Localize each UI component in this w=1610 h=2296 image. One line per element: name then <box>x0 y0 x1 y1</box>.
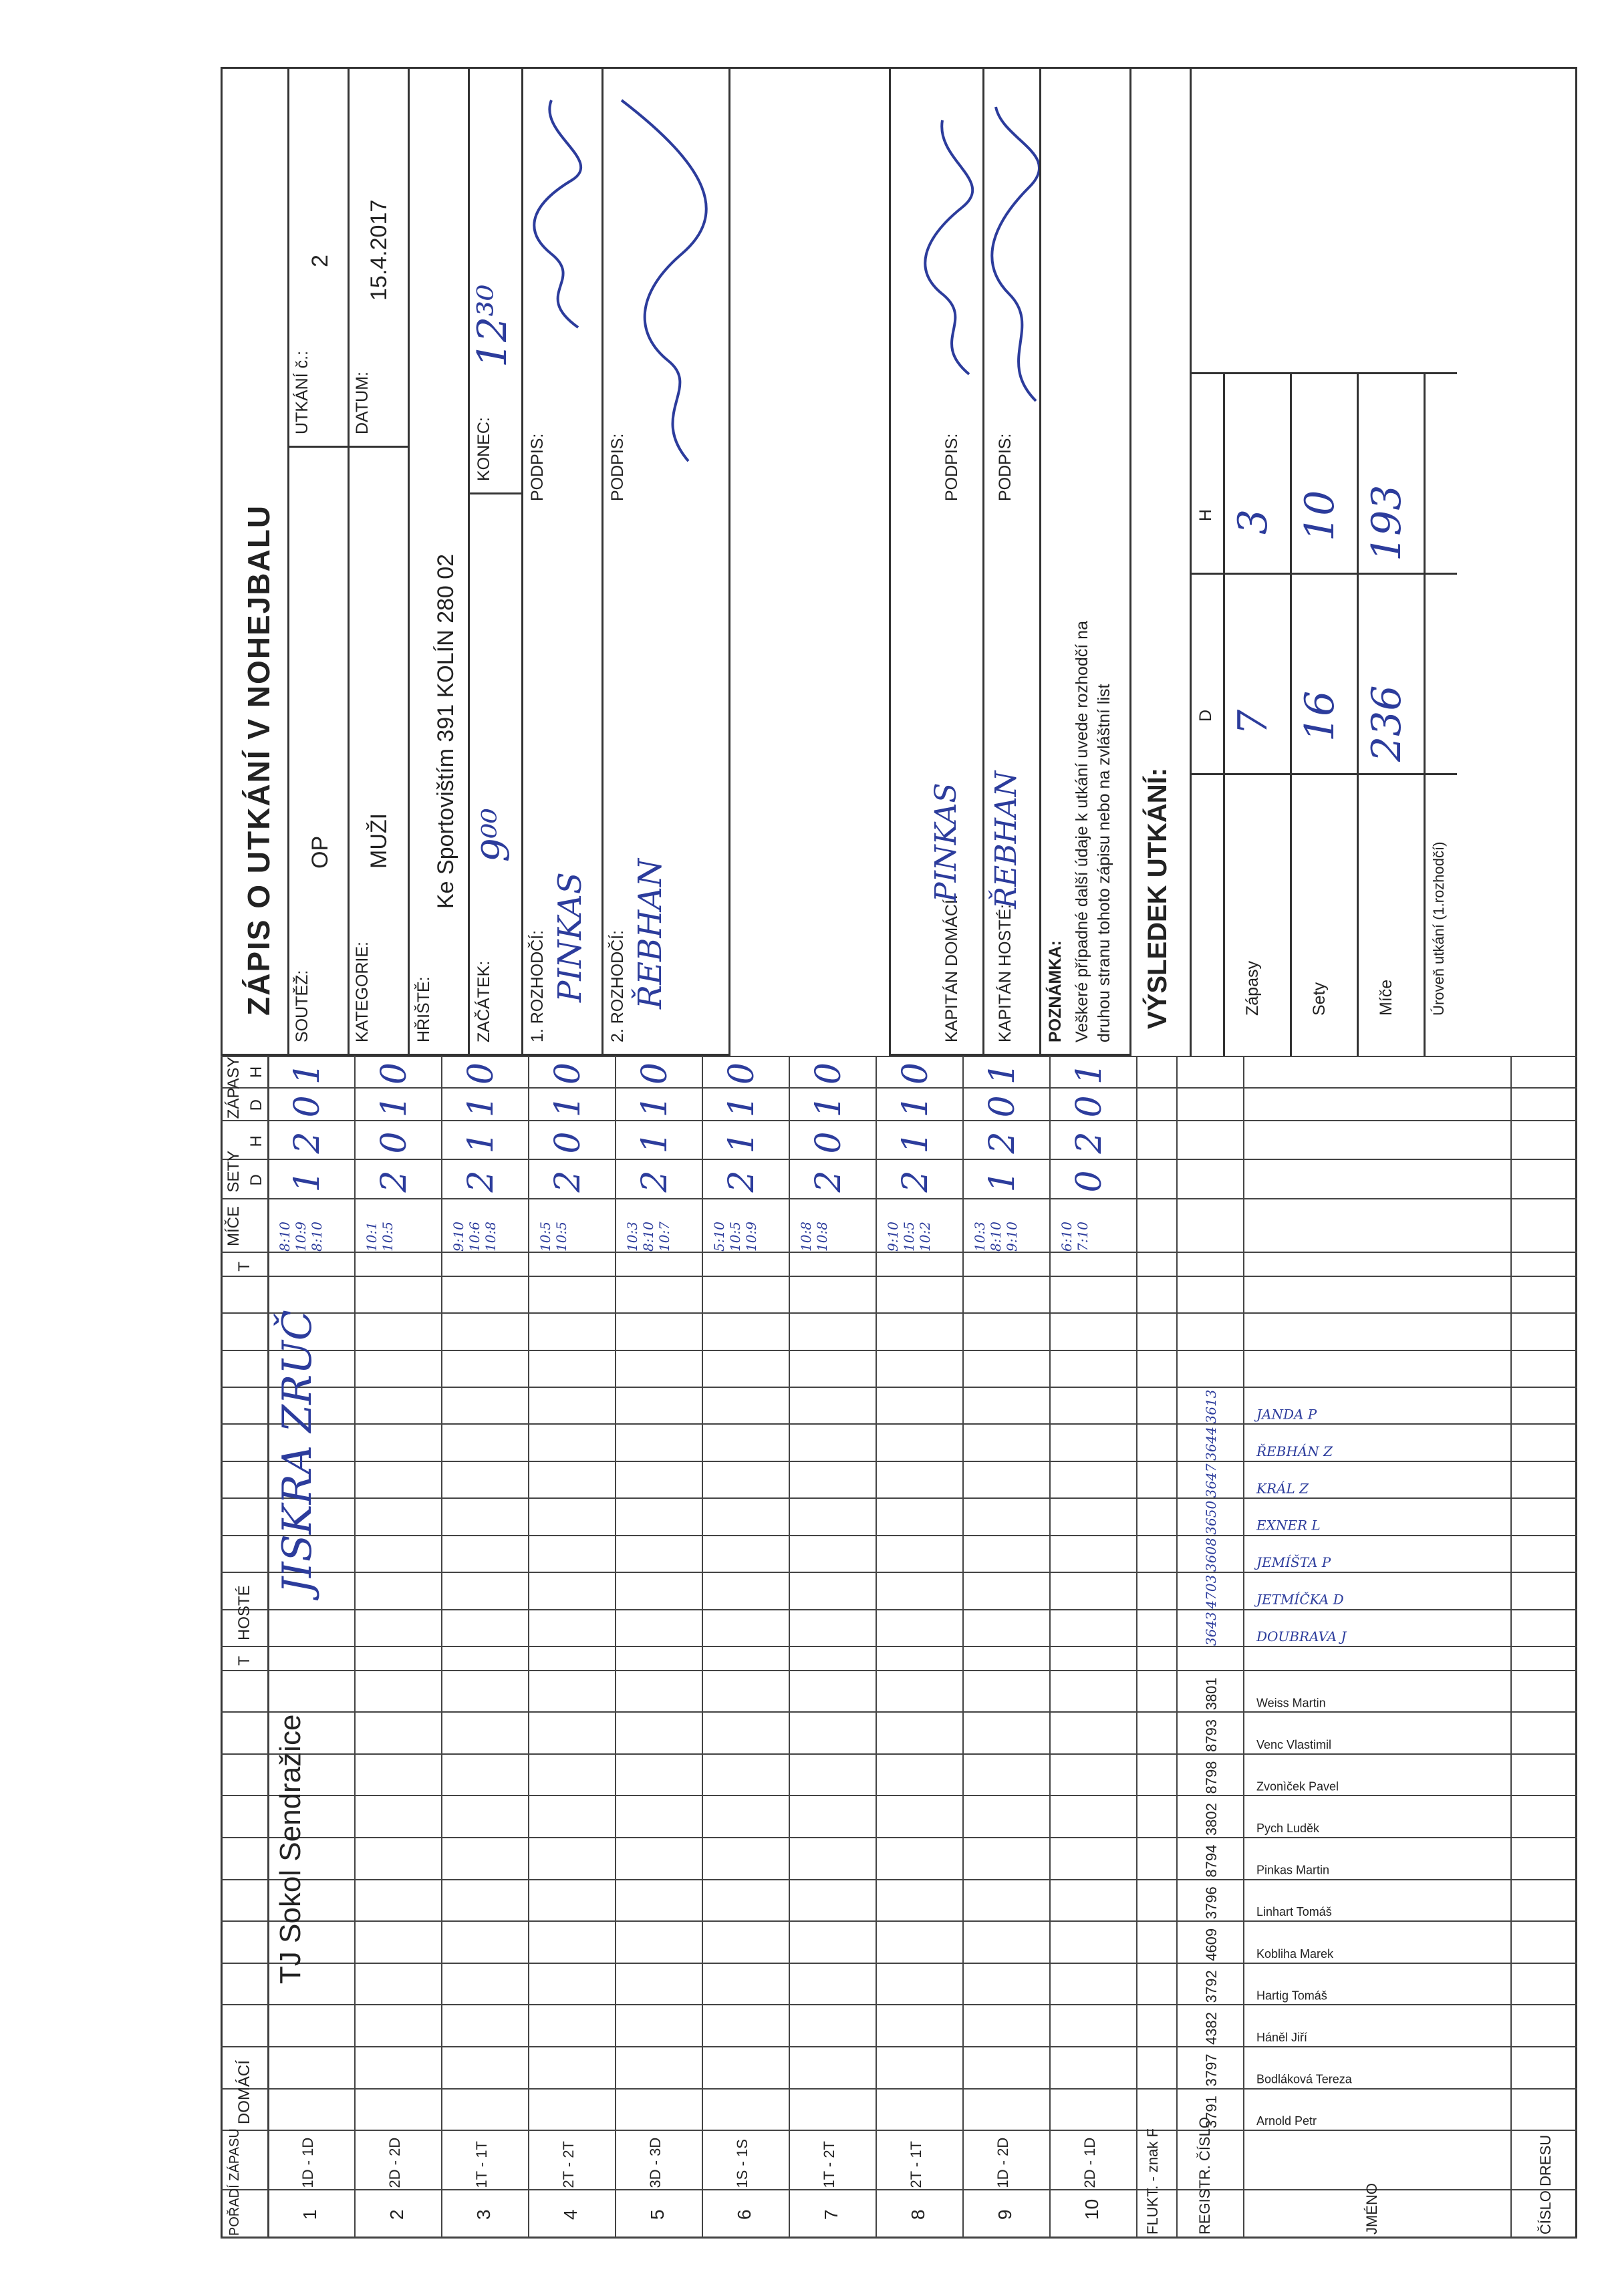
line-6 <box>601 67 603 1056</box>
sety-header: SETY <box>225 1150 243 1193</box>
match-zap-h: 0 <box>461 1062 501 1085</box>
match-zap-h: 0 <box>809 1062 849 1085</box>
match-type: 2T - 2T <box>560 2140 577 2188</box>
match-row-line <box>441 1056 442 2239</box>
result-block <box>1129 67 1577 1056</box>
home-player-name: Pych Luděk <box>1256 1822 1320 1836</box>
match-sets-h: 0 <box>809 1131 849 1154</box>
zacatek-label: ZAČÁTEK: <box>475 960 493 1042</box>
match-balls: 10:3 8:10 10:7 <box>624 1222 672 1252</box>
col-line <box>221 1963 1577 1964</box>
match-balls: 8:10 10:9 8:10 <box>277 1222 325 1252</box>
rozhodci2-label: 2. ROZHODČÍ: <box>608 929 627 1042</box>
guest-player-reg: 3608 <box>1203 1538 1219 1572</box>
zapasy-d-header: D <box>247 1099 265 1111</box>
result-sety-label: Sety <box>1310 982 1329 1016</box>
match-number: 1 <box>299 2209 320 2220</box>
home-player-name: Venc Vlastimil <box>1256 1737 1332 1751</box>
match-sets-d: 1 <box>982 1170 1023 1193</box>
match-type: 3D - 3D <box>647 2137 664 2188</box>
line-3 <box>408 67 410 1056</box>
match-sets-h: 0 <box>374 1131 414 1154</box>
match-sets-h: 0 <box>548 1131 588 1154</box>
match-zap-h: 0 <box>374 1062 414 1085</box>
rozhodci2-value: ŘEBHAN <box>632 859 669 1009</box>
match-zap-h: 0 <box>548 1062 588 1085</box>
home-player-reg: 8794 <box>1203 1844 1220 1878</box>
rozhodci1-value: PINKAS <box>551 872 589 1002</box>
col-line <box>221 1572 1577 1573</box>
match-balls: 9:10 10:5 10:2 <box>885 1222 933 1252</box>
score-sheet <box>221 67 1577 2239</box>
match-row-line <box>962 1056 964 2239</box>
match-sets-h: 1 <box>461 1131 501 1154</box>
match-type: 2T - 1T <box>908 2140 924 2188</box>
match-row-line <box>789 1056 790 2239</box>
match-row-line <box>267 1056 269 2239</box>
kapitan-domaci-label: KAPITÁN DOMÁCÍ: <box>942 895 961 1042</box>
zacatek-value: 9⁰⁰ <box>475 808 518 862</box>
match-zap-d: 1 <box>461 1095 501 1118</box>
match-number: 3 <box>473 2209 494 2220</box>
col-line <box>221 1535 1577 1536</box>
col-line <box>221 1497 1577 1499</box>
kategorie-label: KATEGORIE: <box>353 942 372 1042</box>
match-sets-d: 2 <box>809 1170 849 1193</box>
kapitan-domaci-podpis-label: PODPIS: <box>942 433 961 501</box>
home-player-reg: 4382 <box>1203 2012 1220 2045</box>
rozhodci2-signature <box>608 94 722 468</box>
guest-player-name: JANDA P <box>1256 1406 1317 1423</box>
registr-line <box>1243 1056 1244 2239</box>
col-line <box>221 1350 1577 1351</box>
col-line <box>221 1387 1577 1388</box>
poradi-header: POŘADÍ ZÁPASU <box>227 2128 242 2236</box>
match-sets-d: 2 <box>548 1170 588 1193</box>
kategorie-value: MUŽI <box>366 813 392 869</box>
dres-label: ČÍSLO DRESU <box>1537 2134 1554 2235</box>
result-mice-h: 193 <box>1363 484 1410 561</box>
result-r3 <box>1357 374 1359 1056</box>
line-4 <box>468 67 470 1056</box>
col-line <box>221 1312 1577 1314</box>
match-type: 1T - 1T <box>473 2140 490 2188</box>
match-sets-d: 2 <box>635 1170 675 1193</box>
home-player-reg: 3801 <box>1203 1677 1220 1711</box>
match-number: 6 <box>734 2209 755 2220</box>
rozhodci2-podpis-label: PODPIS: <box>608 433 627 501</box>
kapitan-domaci-signature <box>922 114 982 381</box>
col-line <box>221 1753 1577 1755</box>
zapasy-header: ZÁPASY <box>225 1056 243 1119</box>
match-zap-d: 1 <box>722 1095 762 1118</box>
match-zap-d: 0 <box>287 1095 327 1118</box>
col-line <box>221 1461 1577 1462</box>
col-line <box>221 2004 1577 2005</box>
col-line <box>221 1423 1577 1425</box>
poznamka-text-1: Veškeré případné další údaje k utkání uvede rozhodčí na <box>1073 621 1091 1042</box>
line-2 <box>348 67 350 1056</box>
home-player-name: Pinkas Martin <box>1256 1863 1330 1877</box>
col-line <box>221 1056 1577 1057</box>
home-team-name: TJ Sokol Sendražice <box>274 1714 307 1985</box>
guest-player-reg: 3613 <box>1203 1389 1219 1424</box>
soutez-label: SOUTĚŽ: <box>293 970 311 1042</box>
match-balls: 10:5 10:5 <box>537 1222 569 1252</box>
guest-player-name: DOUBRAVA J <box>1256 1628 1347 1644</box>
match-balls: 9:10 10:6 10:8 <box>450 1222 499 1252</box>
match-zap-d: 0 <box>982 1095 1023 1118</box>
match-type: 1D - 2D <box>994 2137 1011 2188</box>
match-zap-d: 1 <box>374 1095 414 1118</box>
match-type: 1S - 1S <box>734 2139 751 2188</box>
match-balls: 10:3 8:10 9:10 <box>972 1222 1020 1252</box>
guest-player-reg: 3643 <box>1203 1612 1219 1646</box>
match-zap-h: 0 <box>635 1062 675 1085</box>
datum-label: DATUM: <box>353 372 372 434</box>
mice-header: MÍČE <box>225 1206 243 1246</box>
home-player-reg: 3796 <box>1203 1886 1220 1920</box>
flukt-label: FLUKT. - znak F <box>1144 2128 1161 2235</box>
guest-player-reg: 3650 <box>1203 1500 1219 1535</box>
home-player-reg: 4609 <box>1203 1928 1220 1961</box>
col-line <box>221 1711 1577 1713</box>
home-player-name: Bodláková Tereza <box>1256 2072 1352 2086</box>
match-balls: 5:10 10:5 10:9 <box>711 1222 759 1252</box>
home-player-reg: 3792 <box>1203 1970 1220 2003</box>
result-uroven: Úroveň utkání (1.rozhodčí) <box>1430 841 1447 1016</box>
col-line <box>221 1276 1577 1277</box>
guest-player-name: EXNER L <box>1256 1517 1321 1534</box>
result-h-label: H <box>1196 509 1215 521</box>
col-line <box>221 1646 1577 1647</box>
konec-value: 12³⁰ <box>469 284 516 368</box>
home-player-reg: 3802 <box>1203 1803 1220 1836</box>
result-r1 <box>1223 374 1225 1056</box>
col-line <box>221 1920 1577 1922</box>
poznamka-label: POZNÁMKA: <box>1046 940 1065 1042</box>
match-zap-h: 0 <box>896 1062 936 1085</box>
col-line <box>221 2046 1577 2047</box>
title-line <box>287 67 289 1056</box>
col-line <box>221 2130 1577 2131</box>
match-sets-h: 2 <box>287 1131 327 1154</box>
sety-h-header: H <box>247 1135 265 1147</box>
col-line <box>221 1120 1577 1121</box>
match-zap-d: 1 <box>548 1095 588 1118</box>
match-number: 2 <box>386 2209 407 2220</box>
result-d-label: D <box>1196 709 1215 722</box>
result-mice-d: 236 <box>1363 685 1410 762</box>
result-col2 <box>1190 573 1457 575</box>
guest-player-name: ŘEBHÁN Z <box>1256 1443 1333 1459</box>
match-type: 2D - 1D <box>1081 2137 1098 2188</box>
match-number: 9 <box>994 2209 1015 2220</box>
match-row-line <box>1049 1056 1051 2239</box>
col-line <box>221 2088 1577 2090</box>
utkani-value: 2 <box>307 255 333 267</box>
match-sets-d: 2 <box>374 1170 414 1193</box>
match-number: 5 <box>647 2209 668 2220</box>
line-5 <box>521 67 523 1056</box>
match-row-line <box>615 1056 616 2239</box>
match-row-line <box>702 1056 703 2239</box>
home-player-reg: 8793 <box>1203 1719 1220 1752</box>
guest-player-reg: 3647 <box>1203 1463 1219 1498</box>
jmeno-line <box>1510 1056 1512 2239</box>
result-zapasy-h: 3 <box>1230 509 1277 535</box>
match-type: 1T - 2T <box>821 2140 837 2188</box>
hoste-header: HOSTÉ <box>235 1585 253 1640</box>
match-zap-d: 1 <box>635 1095 675 1118</box>
result-mice-label: Míče <box>1377 979 1395 1016</box>
result-col1 <box>1190 773 1457 775</box>
match-zap-h: 1 <box>287 1062 327 1085</box>
match-sets-d: 2 <box>461 1170 501 1193</box>
rozhodci1-signature <box>525 94 598 334</box>
home-player-name: Háněl Jiří <box>1256 2030 1308 2044</box>
home-player-name: Zvonìček Pavel <box>1256 1779 1339 1793</box>
col-line <box>221 1670 1577 1671</box>
domaci-header: DOMÁCÍ <box>235 2060 253 2125</box>
result-zapasy-label: Zápasy <box>1243 961 1262 1016</box>
match-sets-d: 2 <box>896 1170 936 1193</box>
rozhodci1-label: 1. ROZHODČÍ: <box>528 929 547 1042</box>
result-r4 <box>1424 374 1426 1056</box>
match-zap-d: 1 <box>809 1095 849 1118</box>
col-line <box>221 1609 1577 1610</box>
match-balls: 10:8 10:8 <box>798 1222 830 1252</box>
col-line <box>221 1837 1577 1838</box>
match-row-line <box>1136 1056 1137 2239</box>
hriste-value: Ke Sportovištím 391 KOLÍN 280 02 <box>433 553 458 909</box>
home-player-name: Linhart Tomáš <box>1256 1905 1332 1919</box>
result-line <box>1190 67 1192 1056</box>
header-bottom-line <box>728 67 730 1056</box>
result-sety-h: 10 <box>1297 490 1343 541</box>
guest-player-name: JEMÍŠTA P <box>1256 1554 1331 1571</box>
sety-d-header: D <box>247 1174 265 1186</box>
match-sets-h: 1 <box>896 1131 936 1154</box>
registr-label: REGISTR. ČÍSLO <box>1196 2116 1213 2235</box>
match-sets-d: 1 <box>287 1170 327 1193</box>
result-title: VÝSLEDEK UTKÁNÍ: <box>1143 767 1172 1029</box>
sheet-title: ZÁPIS O UTKÁNÍ V NOHEJBALU <box>241 504 276 1016</box>
match-sets-d: 2 <box>722 1170 762 1193</box>
col-line <box>221 1252 1577 1253</box>
home-player-name: Kobliha Marek <box>1256 1947 1334 1961</box>
match-sets-h: 1 <box>635 1131 675 1154</box>
match-zap-h: 0 <box>722 1062 762 1085</box>
home-player-name: Arnold Petr <box>1256 2114 1317 2128</box>
home-player-name: Hartig Tomáš <box>1256 1989 1327 2003</box>
match-sets-h: 2 <box>1069 1131 1109 1154</box>
utkani-divider <box>287 446 348 448</box>
kapitan-hoste-label: KAPITÁN HOSTÉ: <box>996 904 1015 1042</box>
guest-player-name: KRÁL Z <box>1256 1480 1309 1497</box>
col-line <box>221 1087 1577 1089</box>
match-table <box>221 1056 1577 2239</box>
match-zap-h: 1 <box>1069 1062 1109 1085</box>
home-player-name: Weiss Martin <box>1256 1696 1326 1710</box>
kapitan-hoste-podpis-label: PODPIS: <box>996 433 1015 501</box>
match-balls: 6:10 7:10 <box>1059 1222 1091 1252</box>
flukt-line <box>1176 1056 1178 2239</box>
rozhodci1-podpis-label: PODPIS: <box>528 433 547 501</box>
col-line <box>221 2237 1577 2239</box>
guest-team-name: JISKRA ZRUČ <box>274 1310 321 1594</box>
konec-divider <box>468 492 521 494</box>
col-line <box>221 1796 1577 1797</box>
line-kap2 <box>1039 67 1041 1056</box>
zapasy-h-header: H <box>247 1066 265 1079</box>
match-number: 4 <box>560 2209 581 2220</box>
match-zap-d: 0 <box>1069 1095 1109 1118</box>
match-sets-h: 2 <box>982 1131 1023 1154</box>
result-zapasy-d: 7 <box>1230 709 1277 735</box>
col-line <box>221 1159 1577 1160</box>
guest-player-name: JETMÍČKA D <box>1256 1591 1344 1608</box>
match-row-line <box>528 1056 529 2239</box>
kapitan-domaci-value: PINKAS <box>929 782 963 902</box>
result-col3 <box>1190 372 1457 374</box>
datum-value: 15.4.2017 <box>366 199 392 301</box>
match-zap-d: 1 <box>896 1095 936 1118</box>
match-sets-d: 0 <box>1069 1170 1109 1193</box>
home-player-reg: 8798 <box>1203 1761 1220 1794</box>
konec-label: KONEC: <box>475 417 493 481</box>
match-balls: 10:1 10:5 <box>364 1222 396 1252</box>
match-zap-h: 1 <box>982 1062 1023 1085</box>
col-line <box>221 1879 1577 1880</box>
kapitan-hoste-value: ŘEBHAN <box>989 770 1023 909</box>
match-row-line <box>876 1056 877 2239</box>
match-type: 2D - 2D <box>386 2137 403 2188</box>
home-player-reg: 3791 <box>1203 2096 1220 2129</box>
match-sets-h: 1 <box>722 1131 762 1154</box>
jmeno-label: JMÉNO <box>1363 2183 1380 2235</box>
match-row-line <box>354 1056 356 2239</box>
datum-divider <box>348 446 408 448</box>
match-number: 8 <box>908 2209 928 2220</box>
match-number: 7 <box>821 2209 841 2220</box>
result-sety-d: 16 <box>1297 690 1343 742</box>
result-r2 <box>1290 374 1292 1056</box>
t2-header: T <box>235 1262 253 1272</box>
guest-player-reg: 4703 <box>1203 1574 1219 1609</box>
guest-player-reg: 3644 <box>1203 1426 1219 1461</box>
match-number: 10 <box>1081 2198 1102 2220</box>
home-player-reg: 3797 <box>1203 2053 1220 2087</box>
soutez-value: OP <box>307 835 333 869</box>
hriste-label: HŘIŠTĚ: <box>414 976 433 1042</box>
utkani-label: UTKÁNÍ č.: <box>293 350 311 434</box>
t1-header: T <box>235 1656 253 1666</box>
kap-top-line <box>889 67 891 1056</box>
poznamka-text-2: druhou stranu tohoto zápisu nebo na zvláštní list <box>1095 684 1113 1042</box>
match-type: 1D - 1D <box>299 2137 316 2188</box>
